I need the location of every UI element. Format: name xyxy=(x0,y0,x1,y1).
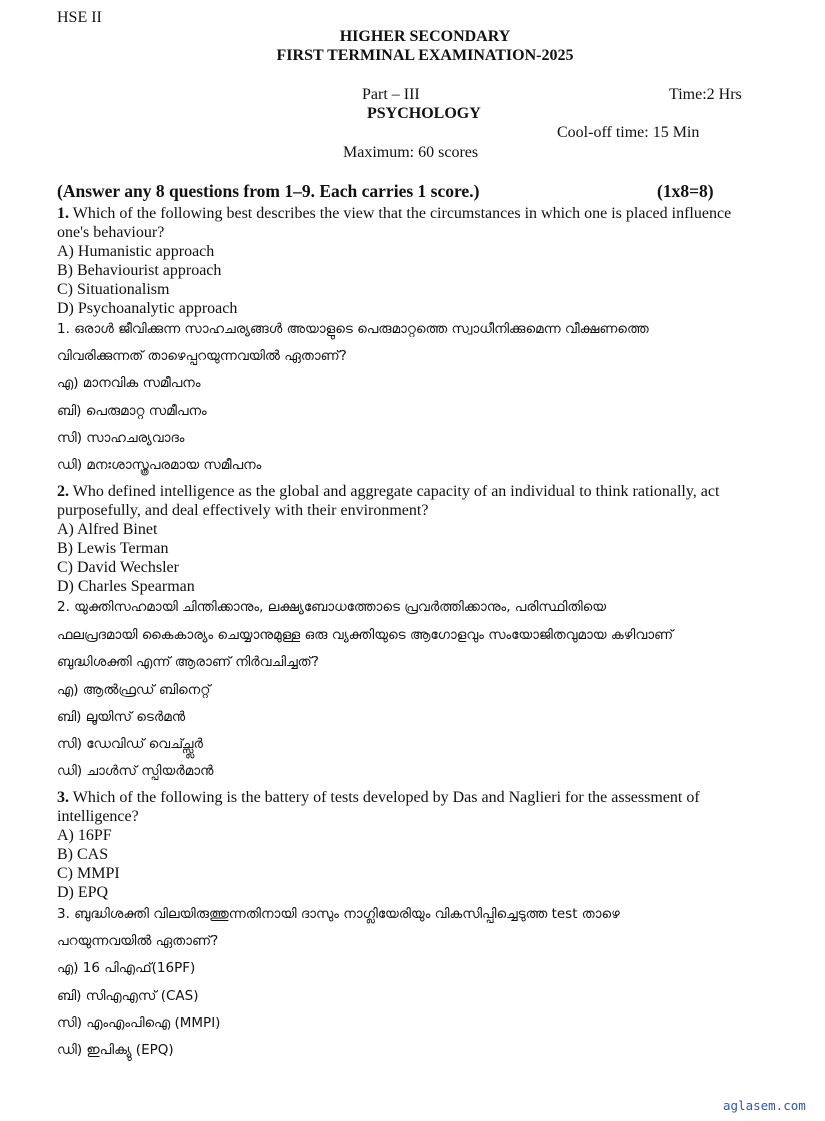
cool-off-label: Cool-off time: 15 Min xyxy=(557,124,700,141)
option-ml: സി) എംഎംപിഐ (MMPI) xyxy=(57,1015,221,1031)
option-ml: ഡി) ചാൾസ് സ്പിയർമാൻ xyxy=(57,763,214,779)
option-ml: ബി) ലൂയിസ് ടെർമൻ xyxy=(57,709,186,725)
question-2-en xyxy=(57,482,767,596)
exam-code: HSE II xyxy=(57,9,102,26)
option: C) Situationalism xyxy=(57,281,170,298)
question-2-ml-line2: ഫലപ്രദമായി കൈകാര്യം ചെയ്യാനുമുള്ള ഒരു വ്യക്തിയുടെ ആഗോളവും സംയോജിതവുമായ കഴിവാണ് xyxy=(57,627,674,643)
option-ml: ബി) പെരുമാറ്റ സമീപനം xyxy=(57,403,207,419)
option: B) CAS xyxy=(57,846,109,863)
question-1-ml-line2: വിവരിക്കുന്നത് താഴെപ്പറയുന്നവയിൽ ഏതാണ്? xyxy=(57,348,347,364)
option-ml: ബി) സിഎഎസ് (CAS) xyxy=(57,988,199,1004)
part-label: Part – III xyxy=(362,86,420,103)
section-score: (1x8=8) xyxy=(657,181,714,201)
option: A) Alfred Binet xyxy=(57,521,158,538)
exam-title-line2: FIRST TERMINAL EXAMINATION-2025 xyxy=(276,47,574,64)
question-3-en xyxy=(57,788,767,902)
option: B) Lewis Terman xyxy=(57,540,169,557)
question-number: 2. xyxy=(57,483,69,500)
question-3-ml-line2: പറയുന്നവയിൽ ഏതാണ്? xyxy=(57,933,219,949)
option-ml: എ) 16 പിഎഫ്(16PF) xyxy=(57,960,196,976)
exam-title-line1: HIGHER SECONDARY xyxy=(339,28,511,45)
max-score-label: Maximum: 60 scores xyxy=(343,144,479,161)
option-ml: സി) സാഹചര്യവാദം xyxy=(57,430,185,446)
question-2-ml-line1: 2. യുക്തിസഹമായി ചിന്തിക്കാനും, ലക്ഷ്യബോധത്തോടെ പ്രവർത്തിക്കാനും, പരിസ്ഥിതിയെ xyxy=(57,599,607,615)
question-text: Who defined intelligence as the global and aggregate capacity of an individual to think rationally, act purposefully, and deal effectively with their environment? xyxy=(57,483,720,519)
question-3-ml-line1: 3. ബുദ്ധിശക്തി വിലയിരുത്തുന്നതിനായി ദാസും നാഗ്ലിയേരിയും വികസിപ്പിച്ചെടുത്ത test താഴെ xyxy=(57,906,620,922)
option-ml: സി) ഡേവിഡ് വെച്ച്സ്ലർ xyxy=(57,736,203,752)
option: B) Behaviourist approach xyxy=(57,262,222,279)
option-ml: ഡി) മനഃശാസ്ത്രപരമായ സമീപനം xyxy=(57,457,262,473)
option: D) Psychoanalytic approach xyxy=(57,300,238,317)
question-number: 3. xyxy=(57,789,69,806)
section-instruction: (Answer any 8 questions from 1–9. Each carries 1 score.) xyxy=(57,181,480,201)
question-2-ml-line3: ബുദ്ധിശക്തി എന്ന് ആരാണ് നിർവചിച്ചത്? xyxy=(57,654,319,670)
question-text: Which of the following best describes the view that the circumstances in which one is placed influence one's behaviour? xyxy=(57,205,732,241)
option-ml: എ) ആൽഫ്രഡ് ബിനെറ്റ് xyxy=(57,682,211,698)
question-number: 1. xyxy=(57,205,69,222)
question-text: Which of the following is the battery of tests developed by Das and Naglieri for the assessment of intelligence? xyxy=(57,789,700,825)
watermark-link[interactable]: aglasem.com xyxy=(723,1098,806,1113)
option-ml: എ) മാനവിക സമീപനം xyxy=(57,375,201,391)
option: C) David Wechsler xyxy=(57,559,179,576)
time-label: Time:2 Hrs xyxy=(669,86,742,103)
option: A) 16PF xyxy=(57,827,112,844)
question-1-en xyxy=(57,204,767,318)
option-ml: ഡി) ഇപിക്യു (EPQ) xyxy=(57,1042,174,1058)
option: D) EPQ xyxy=(57,884,109,901)
option: C) MMPI xyxy=(57,865,120,882)
question-1-ml-line1: 1. ഒരാൾ ജീവിക്കുന്ന സാഹചര്യങ്ങൾ അയാളുടെ പെരുമാറ്റത്തെ സ്വാധീനിക്കുമെന്ന വീക്ഷണത്തെ xyxy=(57,321,649,337)
option: D) Charles Spearman xyxy=(57,578,195,595)
subject-title: PSYCHOLOGY xyxy=(367,105,481,122)
option: A) Humanistic approach xyxy=(57,243,215,260)
